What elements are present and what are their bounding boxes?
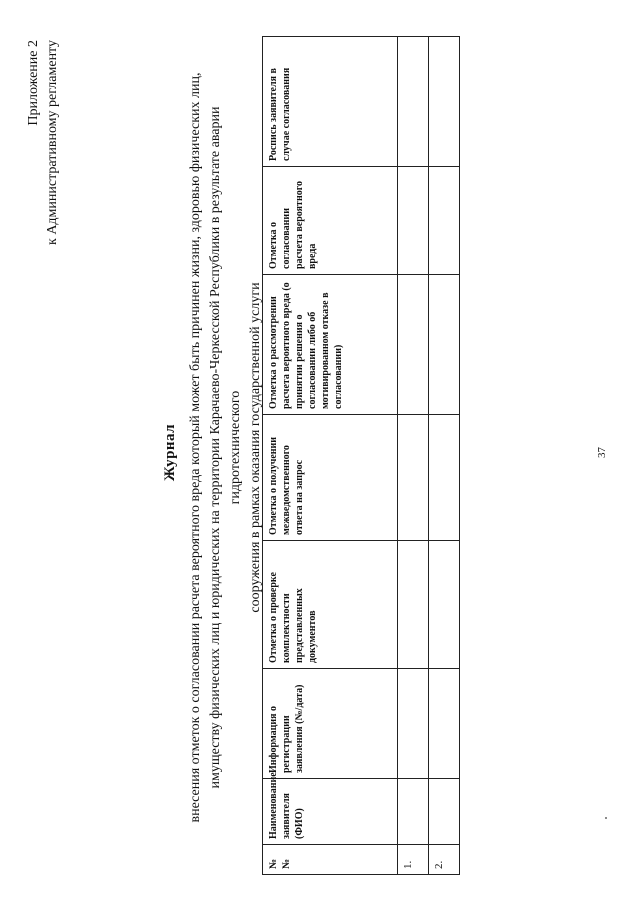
table-cell: 2. [429, 845, 460, 875]
table-cell [429, 275, 460, 415]
column-header: Информация о регистрации заявления (№/дата) [263, 669, 398, 779]
table-cell [398, 669, 429, 779]
table-cell [398, 167, 429, 275]
table-cell: 1. [398, 845, 429, 875]
journal-subtitle [186, 60, 266, 835]
table-cell [429, 415, 460, 541]
table-cell [429, 167, 460, 275]
column-header: Отметка о рассмотрении расчета вероятного вреда (о принятии решения о согласовании либо об мотивированном отказе в согласовании) [263, 275, 398, 415]
column-header: Отметка о проверке комплектности представленных документов [263, 541, 398, 669]
table-cell [398, 275, 429, 415]
subtitle-line: внесения отметок о согласовании расчета вероятного вреда который может быть причинен жизни, здоровью физических лиц, [188, 72, 203, 823]
page-number: 37 [596, 447, 608, 458]
column-header: Роспись заявителя в случае согласования [263, 37, 398, 167]
subtitle-line: имуществу физических лиц и юридических на территории Карачаево-Черкесской Республики в результате аварии гидротехнического [208, 106, 243, 789]
scan-speck [605, 817, 607, 819]
table-cell [429, 669, 460, 779]
column-header: Отметка о получении межведомственного ответа на запрос [263, 415, 398, 541]
column-header: №№ [263, 845, 398, 875]
journal-title: Журнал [162, 423, 178, 482]
appendix-number: Приложение 2 [26, 40, 41, 126]
journal-table [262, 36, 460, 875]
table-cell [398, 541, 429, 669]
appendix-reference: к Административному регламенту [45, 40, 60, 245]
appendix-header [24, 40, 62, 245]
table-cell [398, 415, 429, 541]
table-cell [398, 37, 429, 167]
column-header: Наименование заявителя (ФИО) [263, 779, 398, 845]
table-header-row [263, 37, 398, 875]
table-row [398, 37, 429, 875]
table-cell [398, 779, 429, 845]
table-cell [429, 779, 460, 845]
table-row [429, 37, 460, 875]
subtitle-line: сооружения в рамках оказания государственной услуги [248, 282, 263, 613]
table-cell [429, 541, 460, 669]
table-cell [429, 37, 460, 167]
column-header: Отметка о согласовании расчета вероятного вреда [263, 167, 398, 275]
